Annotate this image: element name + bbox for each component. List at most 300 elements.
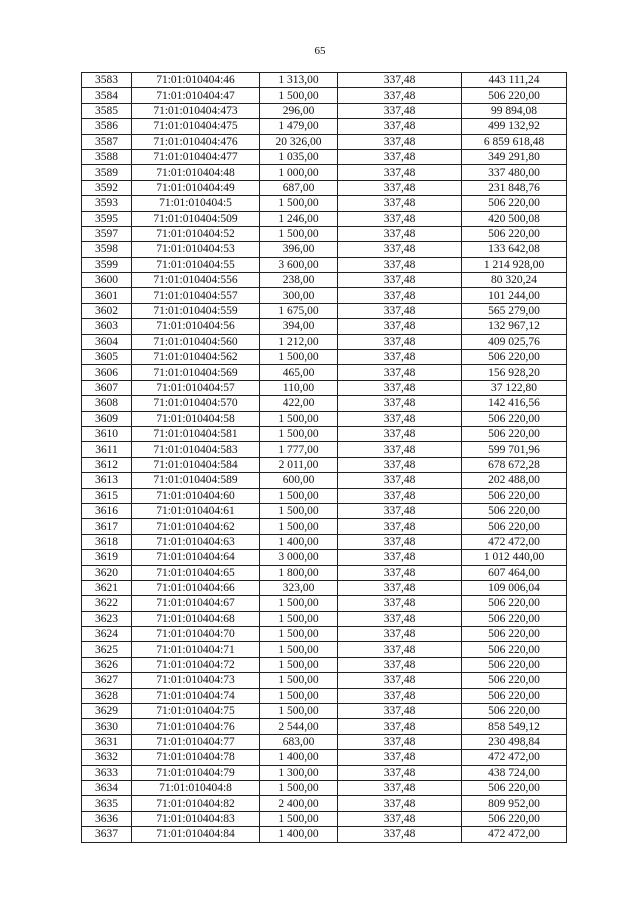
- value-cell: 156 928,20: [462, 365, 567, 380]
- cadastral-number-cell: 71:01:010404:72: [132, 657, 260, 672]
- value-cell: 506 220,00: [462, 704, 567, 719]
- table-row: [82, 673, 567, 688]
- area-cell: 2 544,00: [260, 719, 338, 734]
- table-row: [82, 796, 567, 811]
- value-cell: 202 488,00: [462, 473, 567, 488]
- table-row: [82, 596, 567, 611]
- row-number-cell: 3628: [82, 688, 132, 703]
- area-cell: 1 675,00: [260, 303, 338, 318]
- cadastral-number-cell: 71:01:010404:75: [132, 704, 260, 719]
- value-cell: 506 220,00: [462, 611, 567, 626]
- cadastral-number-cell: 71:01:010404:64: [132, 550, 260, 565]
- rate-cell: 337,48: [338, 750, 462, 765]
- row-number-cell: 3620: [82, 565, 132, 580]
- cadastral-number-cell: 71:01:010404:476: [132, 134, 260, 149]
- table-row: [82, 642, 567, 657]
- cadastral-number-cell: 71:01:010404:70: [132, 627, 260, 642]
- area-cell: 1 777,00: [260, 442, 338, 457]
- rate-cell: 337,48: [338, 796, 462, 811]
- cadastral-number-cell: 71:01:010404:5: [132, 196, 260, 211]
- rate-cell: 337,48: [338, 534, 462, 549]
- table-row: [82, 149, 567, 164]
- cadastral-number-cell: 71:01:010404:55: [132, 257, 260, 272]
- table-row: [82, 196, 567, 211]
- row-number-cell: 3610: [82, 426, 132, 441]
- value-cell: 472 472,00: [462, 534, 567, 549]
- area-cell: 1 500,00: [260, 196, 338, 211]
- cadastral-number-cell: 71:01:010404:58: [132, 411, 260, 426]
- rate-cell: 337,48: [338, 73, 462, 88]
- table-row: [82, 534, 567, 549]
- rate-cell: 337,48: [338, 457, 462, 472]
- cadastral-number-cell: 71:01:010404:569: [132, 365, 260, 380]
- rate-cell: 337,48: [338, 411, 462, 426]
- rate-cell: 337,48: [338, 596, 462, 611]
- rate-cell: 337,48: [338, 503, 462, 518]
- value-cell: 506 220,00: [462, 688, 567, 703]
- rate-cell: 337,48: [338, 704, 462, 719]
- row-number-cell: 3603: [82, 319, 132, 334]
- row-number-cell: 3629: [82, 704, 132, 719]
- value-cell: 37 122,80: [462, 380, 567, 395]
- value-cell: 506 220,00: [462, 811, 567, 826]
- value-cell: 499 132,92: [462, 119, 567, 134]
- area-cell: 1 500,00: [260, 226, 338, 241]
- table-row: [82, 750, 567, 765]
- cadastral-number-cell: 71:01:010404:583: [132, 442, 260, 457]
- row-number-cell: 3634: [82, 780, 132, 795]
- area-cell: 1 500,00: [260, 411, 338, 426]
- value-cell: 506 220,00: [462, 196, 567, 211]
- rate-cell: 337,48: [338, 426, 462, 441]
- value-cell: 101 244,00: [462, 288, 567, 303]
- area-cell: 1 500,00: [260, 350, 338, 365]
- row-number-cell: 3612: [82, 457, 132, 472]
- row-number-cell: 3637: [82, 827, 132, 842]
- rate-cell: 337,48: [338, 519, 462, 534]
- cadastral-number-cell: 71:01:010404:66: [132, 580, 260, 595]
- rate-cell: 337,48: [338, 734, 462, 749]
- row-number-cell: 3600: [82, 273, 132, 288]
- rate-cell: 337,48: [338, 134, 462, 149]
- table-row: [82, 550, 567, 565]
- row-number-cell: 3599: [82, 257, 132, 272]
- row-number-cell: 3623: [82, 611, 132, 626]
- rate-cell: 337,48: [338, 580, 462, 595]
- cadastral-number-cell: 71:01:010404:57: [132, 380, 260, 395]
- value-cell: 506 220,00: [462, 642, 567, 657]
- table-row: [82, 334, 567, 349]
- value-cell: 132 967,12: [462, 319, 567, 334]
- area-cell: 465,00: [260, 365, 338, 380]
- value-cell: 506 220,00: [462, 673, 567, 688]
- table-row: [82, 380, 567, 395]
- cadastral-number-cell: 71:01:010404:556: [132, 273, 260, 288]
- table-row: [82, 488, 567, 503]
- table-row: [82, 226, 567, 241]
- row-number-cell: 3630: [82, 719, 132, 734]
- value-cell: 231 848,76: [462, 180, 567, 195]
- row-number-cell: 3615: [82, 488, 132, 503]
- area-cell: 1 479,00: [260, 119, 338, 134]
- cadastral-number-cell: 71:01:010404:52: [132, 226, 260, 241]
- row-number-cell: 3621: [82, 580, 132, 595]
- table-row: [82, 657, 567, 672]
- cadastral-number-cell: 71:01:010404:71: [132, 642, 260, 657]
- area-cell: 1 300,00: [260, 765, 338, 780]
- area-cell: 1 500,00: [260, 88, 338, 103]
- value-cell: 438 724,00: [462, 765, 567, 780]
- row-number-cell: 3618: [82, 534, 132, 549]
- page-number: 65: [314, 45, 326, 57]
- row-number-cell: 3609: [82, 411, 132, 426]
- cadastral-number-cell: 71:01:010404:475: [132, 119, 260, 134]
- area-cell: 1 035,00: [260, 149, 338, 164]
- row-number-cell: 3583: [82, 73, 132, 88]
- row-number-cell: 3626: [82, 657, 132, 672]
- table-row: [82, 88, 567, 103]
- area-cell: 396,00: [260, 242, 338, 257]
- area-cell: 1 500,00: [260, 673, 338, 688]
- area-cell: 1 400,00: [260, 534, 338, 549]
- rate-cell: 337,48: [338, 657, 462, 672]
- value-cell: 6 859 618,48: [462, 134, 567, 149]
- cadastral-number-cell: 71:01:010404:78: [132, 750, 260, 765]
- area-cell: 1 500,00: [260, 657, 338, 672]
- cadastral-number-cell: 71:01:010404:47: [132, 88, 260, 103]
- area-cell: 1 500,00: [260, 488, 338, 503]
- rate-cell: 337,48: [338, 88, 462, 103]
- cadastral-number-cell: 71:01:010404:76: [132, 719, 260, 734]
- rate-cell: 337,48: [338, 303, 462, 318]
- rate-cell: 337,48: [338, 488, 462, 503]
- rate-cell: 337,48: [338, 673, 462, 688]
- cadastral-number-cell: 71:01:010404:56: [132, 319, 260, 334]
- row-number-cell: 3617: [82, 519, 132, 534]
- row-number-cell: 3598: [82, 242, 132, 257]
- rate-cell: 337,48: [338, 257, 462, 272]
- area-cell: 1 500,00: [260, 627, 338, 642]
- rate-cell: 337,48: [338, 149, 462, 164]
- table-row: [82, 180, 567, 195]
- value-cell: 349 291,80: [462, 149, 567, 164]
- rate-cell: 337,48: [338, 611, 462, 626]
- value-cell: 506 220,00: [462, 226, 567, 241]
- row-number-cell: 3627: [82, 673, 132, 688]
- value-cell: 607 464,00: [462, 565, 567, 580]
- area-cell: 1 500,00: [260, 503, 338, 518]
- cadastral-number-cell: 71:01:010404:509: [132, 211, 260, 226]
- rate-cell: 337,48: [338, 627, 462, 642]
- area-cell: 1 500,00: [260, 519, 338, 534]
- row-number-cell: 3595: [82, 211, 132, 226]
- table-row: [82, 73, 567, 88]
- row-number-cell: 3625: [82, 642, 132, 657]
- table-row: [82, 704, 567, 719]
- rate-cell: 337,48: [338, 119, 462, 134]
- rate-cell: 337,48: [338, 688, 462, 703]
- area-cell: 1 500,00: [260, 688, 338, 703]
- area-cell: 600,00: [260, 473, 338, 488]
- value-cell: 1 214 928,00: [462, 257, 567, 272]
- table-row: [82, 780, 567, 795]
- cadastral-number-cell: 71:01:010404:53: [132, 242, 260, 257]
- cadastral-number-cell: 71:01:010404:46: [132, 73, 260, 88]
- table-row: [82, 503, 567, 518]
- table-row: [82, 611, 567, 626]
- value-cell: 80 320,24: [462, 273, 567, 288]
- area-cell: 1 500,00: [260, 611, 338, 626]
- table-row: [82, 211, 567, 226]
- row-number-cell: 3604: [82, 334, 132, 349]
- row-number-cell: 3608: [82, 396, 132, 411]
- cadastral-number-cell: 71:01:010404:570: [132, 396, 260, 411]
- cadastral-number-cell: 71:01:010404:473: [132, 103, 260, 118]
- row-number-cell: 3636: [82, 811, 132, 826]
- table-row: [82, 519, 567, 534]
- value-cell: 506 220,00: [462, 780, 567, 795]
- row-number-cell: 3622: [82, 596, 132, 611]
- cadastral-number-cell: 71:01:010404:68: [132, 611, 260, 626]
- row-number-cell: 3624: [82, 627, 132, 642]
- area-cell: 1 400,00: [260, 750, 338, 765]
- area-cell: 3 000,00: [260, 550, 338, 565]
- table-row: [82, 319, 567, 334]
- area-cell: 683,00: [260, 734, 338, 749]
- area-cell: 1 500,00: [260, 780, 338, 795]
- row-number-cell: 3632: [82, 750, 132, 765]
- row-number-cell: 3589: [82, 165, 132, 180]
- value-cell: 506 220,00: [462, 426, 567, 441]
- value-cell: 133 642,08: [462, 242, 567, 257]
- table-body: [82, 73, 567, 843]
- area-cell: 687,00: [260, 180, 338, 195]
- table-row: [82, 411, 567, 426]
- area-cell: 296,00: [260, 103, 338, 118]
- value-cell: 565 279,00: [462, 303, 567, 318]
- cadastral-number-cell: 71:01:010404:84: [132, 827, 260, 842]
- table-row: [82, 442, 567, 457]
- row-number-cell: 3611: [82, 442, 132, 457]
- value-cell: 858 549,12: [462, 719, 567, 734]
- rate-cell: 337,48: [338, 765, 462, 780]
- table-row: [82, 119, 567, 134]
- rate-cell: 337,48: [338, 103, 462, 118]
- cadastral-value-table: [81, 72, 567, 843]
- value-cell: 506 220,00: [462, 488, 567, 503]
- table-row: [82, 134, 567, 149]
- value-cell: 109 006,04: [462, 580, 567, 595]
- table-row: [82, 426, 567, 441]
- rate-cell: 337,48: [338, 273, 462, 288]
- rate-cell: 337,48: [338, 719, 462, 734]
- value-cell: 678 672,28: [462, 457, 567, 472]
- area-cell: 20 326,00: [260, 134, 338, 149]
- rate-cell: 337,48: [338, 642, 462, 657]
- row-number-cell: 3597: [82, 226, 132, 241]
- area-cell: 1 400,00: [260, 827, 338, 842]
- rate-cell: 337,48: [338, 365, 462, 380]
- table-row: [82, 257, 567, 272]
- value-cell: 142 416,56: [462, 396, 567, 411]
- cadastral-number-cell: 71:01:010404:77: [132, 734, 260, 749]
- cadastral-number-cell: 71:01:010404:82: [132, 796, 260, 811]
- area-cell: 300,00: [260, 288, 338, 303]
- area-cell: 422,00: [260, 396, 338, 411]
- area-cell: 1 500,00: [260, 642, 338, 657]
- row-number-cell: 3585: [82, 103, 132, 118]
- cadastral-number-cell: 71:01:010404:61: [132, 503, 260, 518]
- value-cell: 599 701,96: [462, 442, 567, 457]
- value-cell: 99 894,08: [462, 103, 567, 118]
- cadastral-number-cell: 71:01:010404:589: [132, 473, 260, 488]
- rate-cell: 337,48: [338, 288, 462, 303]
- area-cell: 1 212,00: [260, 334, 338, 349]
- area-cell: 1 246,00: [260, 211, 338, 226]
- rate-cell: 337,48: [338, 565, 462, 580]
- row-number-cell: 3606: [82, 365, 132, 380]
- rate-cell: 337,48: [338, 550, 462, 565]
- cadastral-number-cell: 71:01:010404:557: [132, 288, 260, 303]
- table-row: [82, 303, 567, 318]
- value-cell: 337 480,00: [462, 165, 567, 180]
- value-cell: 506 220,00: [462, 596, 567, 611]
- cadastral-number-cell: 71:01:010404:79: [132, 765, 260, 780]
- cadastral-number-cell: 71:01:010404:48: [132, 165, 260, 180]
- rate-cell: 337,48: [338, 180, 462, 195]
- rate-cell: 337,48: [338, 211, 462, 226]
- area-cell: 1 000,00: [260, 165, 338, 180]
- value-cell: 443 111,24: [462, 73, 567, 88]
- table-row: [82, 103, 567, 118]
- table-row: [82, 473, 567, 488]
- table-row: [82, 627, 567, 642]
- table-row: [82, 688, 567, 703]
- value-cell: 420 500,08: [462, 211, 567, 226]
- table-row: [82, 811, 567, 826]
- row-number-cell: 3635: [82, 796, 132, 811]
- row-number-cell: 3631: [82, 734, 132, 749]
- area-cell: 1 800,00: [260, 565, 338, 580]
- table-row: [82, 242, 567, 257]
- row-number-cell: 3601: [82, 288, 132, 303]
- area-cell: 323,00: [260, 580, 338, 595]
- cadastral-number-cell: 71:01:010404:73: [132, 673, 260, 688]
- area-cell: 1 500,00: [260, 596, 338, 611]
- cadastral-number-cell: 71:01:010404:477: [132, 149, 260, 164]
- value-cell: 1 012 440,00: [462, 550, 567, 565]
- table-row: [82, 827, 567, 842]
- cadastral-number-cell: 71:01:010404:559: [132, 303, 260, 318]
- table-row: [82, 273, 567, 288]
- rate-cell: 337,48: [338, 780, 462, 795]
- value-cell: 506 220,00: [462, 350, 567, 365]
- cadastral-number-cell: 71:01:010404:62: [132, 519, 260, 534]
- rate-cell: 337,48: [338, 442, 462, 457]
- rate-cell: 337,48: [338, 196, 462, 211]
- table-row: [82, 765, 567, 780]
- value-cell: 472 472,00: [462, 827, 567, 842]
- area-cell: 110,00: [260, 380, 338, 395]
- cadastral-number-cell: 71:01:010404:8: [132, 780, 260, 795]
- area-cell: 1 500,00: [260, 704, 338, 719]
- area-cell: 3 600,00: [260, 257, 338, 272]
- table-row: [82, 565, 567, 580]
- table-row: [82, 350, 567, 365]
- area-cell: 1 500,00: [260, 811, 338, 826]
- row-number-cell: 3616: [82, 503, 132, 518]
- row-number-cell: 3605: [82, 350, 132, 365]
- row-number-cell: 3633: [82, 765, 132, 780]
- value-cell: 506 220,00: [462, 519, 567, 534]
- cadastral-number-cell: 71:01:010404:560: [132, 334, 260, 349]
- cadastral-number-cell: 71:01:010404:60: [132, 488, 260, 503]
- value-cell: 506 220,00: [462, 88, 567, 103]
- row-number-cell: 3613: [82, 473, 132, 488]
- cadastral-number-cell: 71:01:010404:49: [132, 180, 260, 195]
- value-cell: 506 220,00: [462, 657, 567, 672]
- area-cell: 394,00: [260, 319, 338, 334]
- row-number-cell: 3588: [82, 149, 132, 164]
- rate-cell: 337,48: [338, 473, 462, 488]
- value-cell: 230 498,84: [462, 734, 567, 749]
- area-cell: 2 400,00: [260, 796, 338, 811]
- cadastral-number-cell: 71:01:010404:63: [132, 534, 260, 549]
- row-number-cell: 3602: [82, 303, 132, 318]
- rate-cell: 337,48: [338, 319, 462, 334]
- rate-cell: 337,48: [338, 350, 462, 365]
- table-row: [82, 165, 567, 180]
- rate-cell: 337,48: [338, 226, 462, 241]
- rate-cell: 337,48: [338, 827, 462, 842]
- area-cell: 1 500,00: [260, 426, 338, 441]
- row-number-cell: 3593: [82, 196, 132, 211]
- rate-cell: 337,48: [338, 242, 462, 257]
- value-cell: 409 025,76: [462, 334, 567, 349]
- cadastral-number-cell: 71:01:010404:584: [132, 457, 260, 472]
- row-number-cell: 3607: [82, 380, 132, 395]
- table-row: [82, 365, 567, 380]
- cadastral-number-cell: 71:01:010404:67: [132, 596, 260, 611]
- row-number-cell: 3586: [82, 119, 132, 134]
- area-cell: 238,00: [260, 273, 338, 288]
- value-cell: 506 220,00: [462, 503, 567, 518]
- row-number-cell: 3619: [82, 550, 132, 565]
- cadastral-number-cell: 71:01:010404:74: [132, 688, 260, 703]
- table-row: [82, 719, 567, 734]
- table-row: [82, 580, 567, 595]
- rate-cell: 337,48: [338, 334, 462, 349]
- value-cell: 506 220,00: [462, 627, 567, 642]
- rate-cell: 337,48: [338, 380, 462, 395]
- table-row: [82, 734, 567, 749]
- rate-cell: 337,48: [338, 811, 462, 826]
- cadastral-number-cell: 71:01:010404:581: [132, 426, 260, 441]
- value-cell: 809 952,00: [462, 796, 567, 811]
- rate-cell: 337,48: [338, 396, 462, 411]
- value-cell: 472 472,00: [462, 750, 567, 765]
- cadastral-number-cell: 71:01:010404:562: [132, 350, 260, 365]
- table-row: [82, 457, 567, 472]
- table-row: [82, 396, 567, 411]
- row-number-cell: 3592: [82, 180, 132, 195]
- cadastral-number-cell: 71:01:010404:65: [132, 565, 260, 580]
- rate-cell: 337,48: [338, 165, 462, 180]
- table-row: [82, 288, 567, 303]
- row-number-cell: 3584: [82, 88, 132, 103]
- cadastral-number-cell: 71:01:010404:83: [132, 811, 260, 826]
- value-cell: 506 220,00: [462, 411, 567, 426]
